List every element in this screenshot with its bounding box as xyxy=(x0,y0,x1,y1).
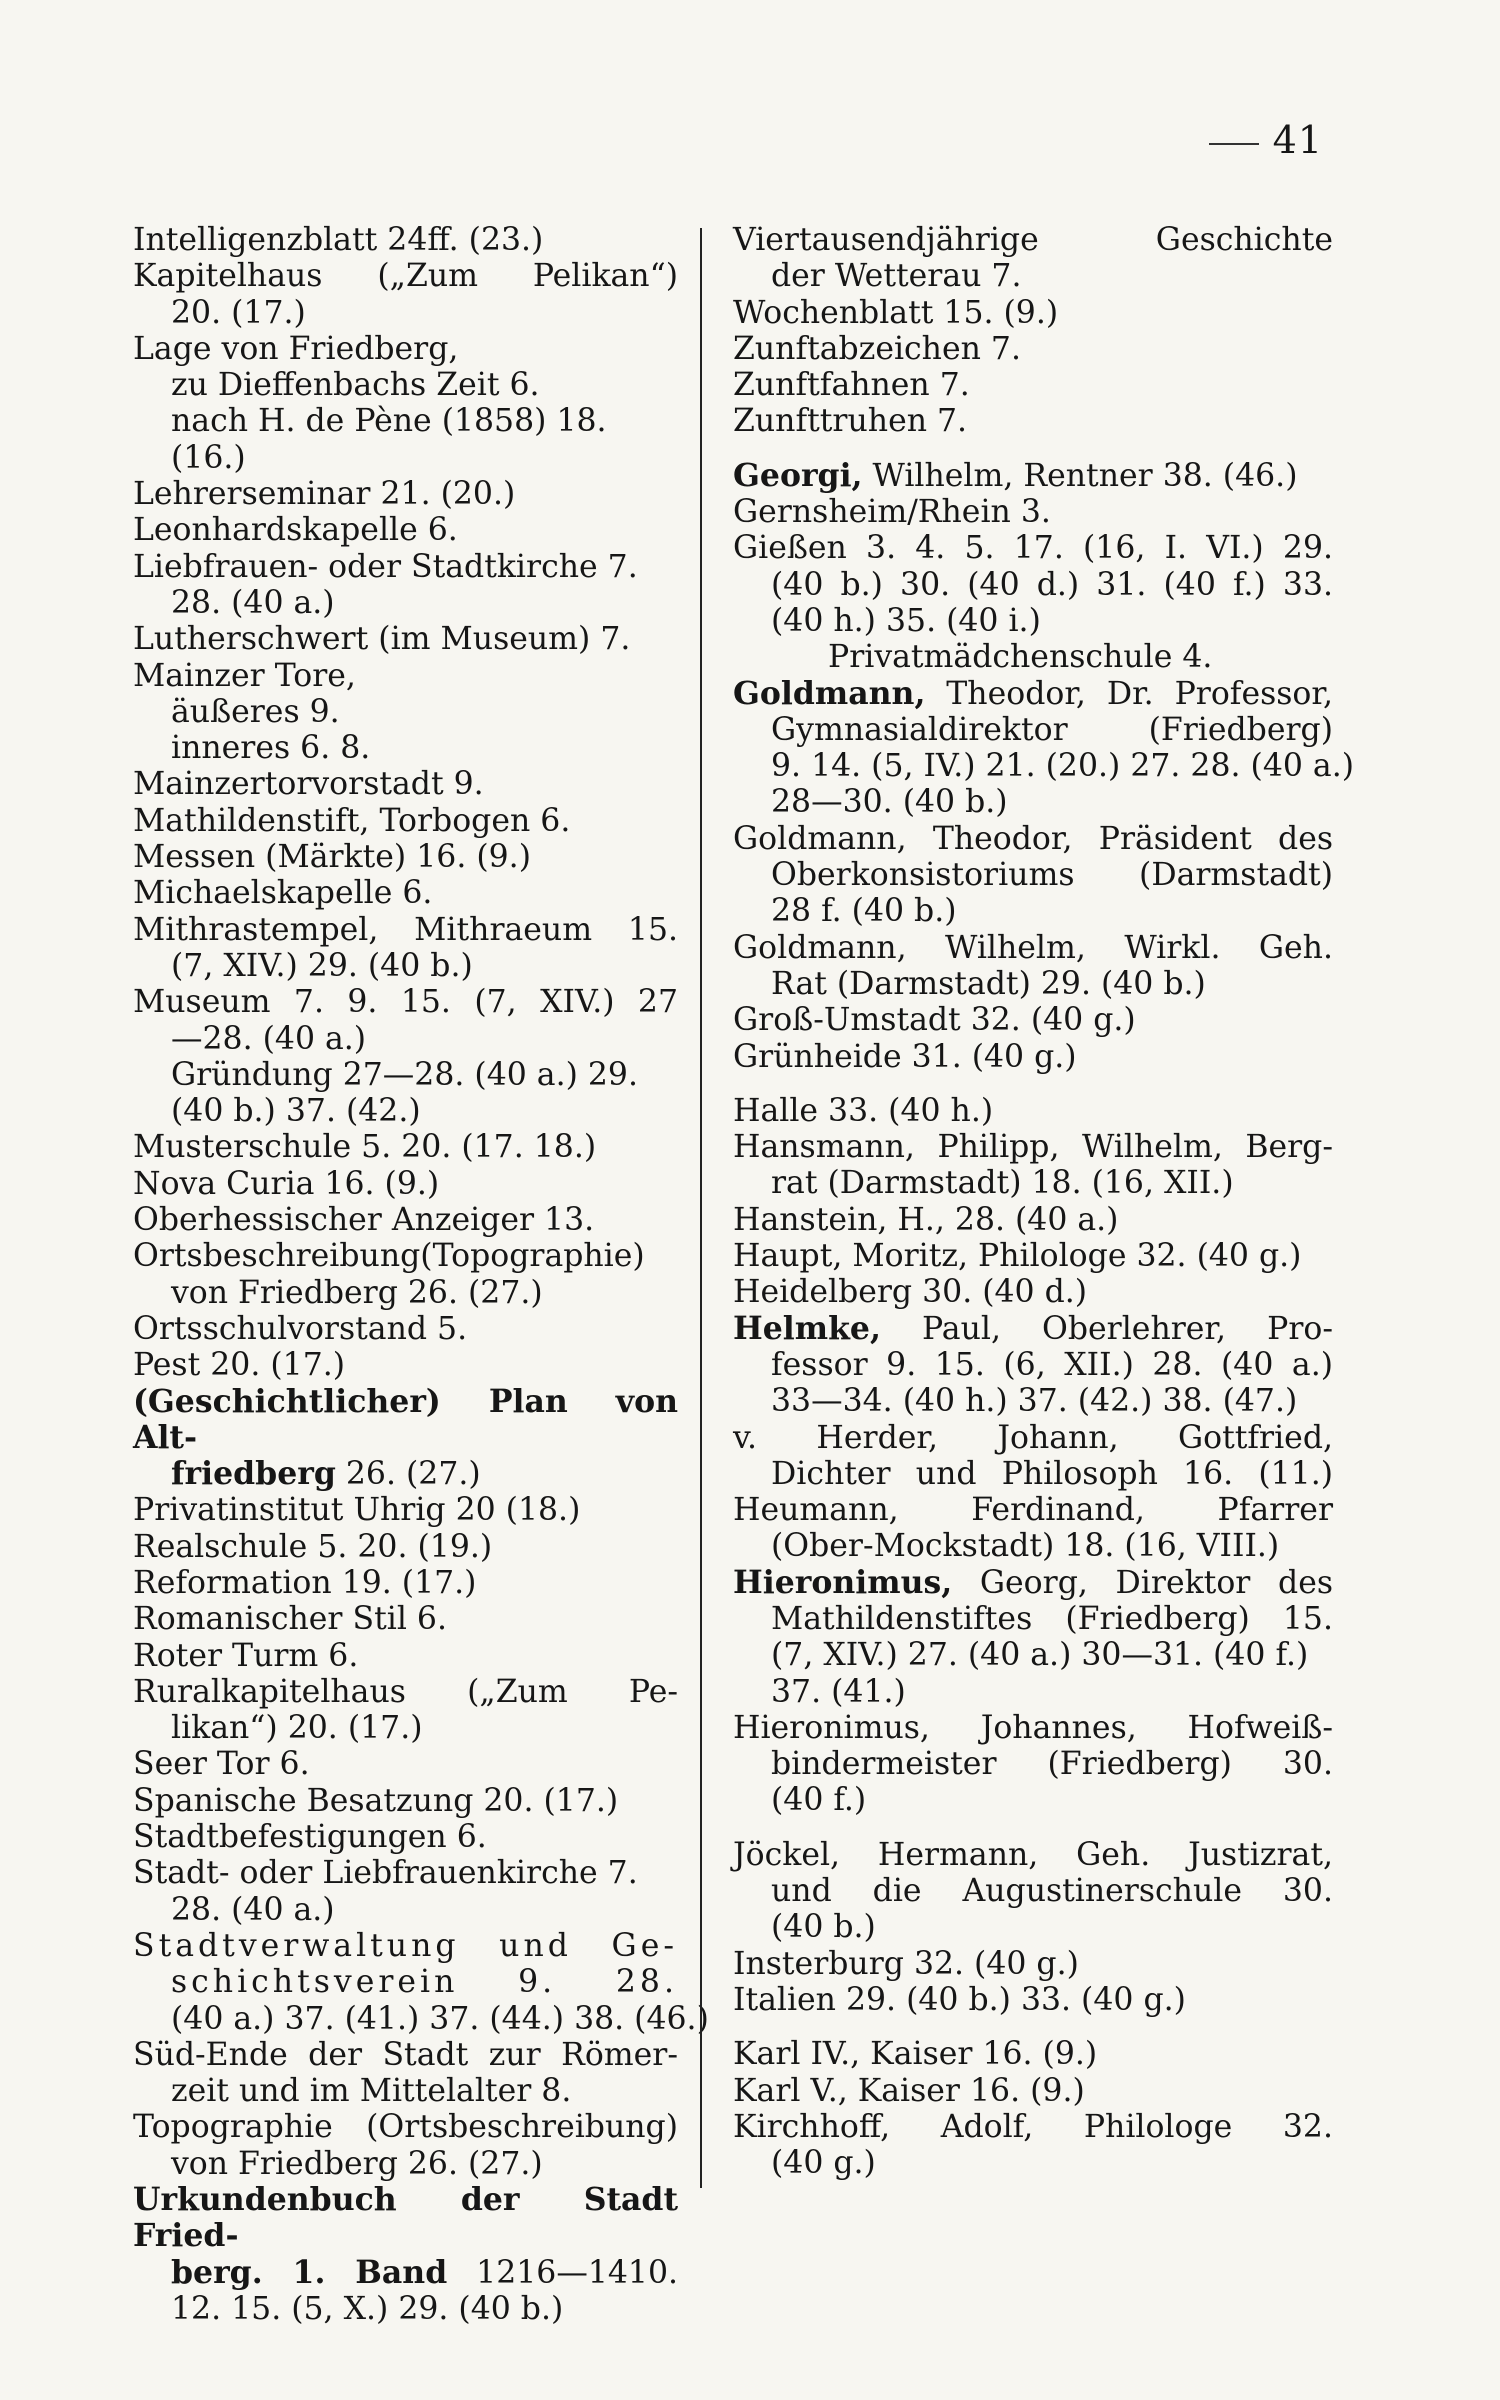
index-entry-line: Gymnasialdirektor (Friedberg) xyxy=(771,711,1333,748)
index-entry-line: Hieronimus, Johannes, Hofweiß- xyxy=(733,1709,1333,1746)
header-dash xyxy=(1209,143,1259,145)
index-entry-line: Mainzer Tore, xyxy=(133,657,356,694)
index-entry-line: (7, XIV.) 27. (40 a.) 30—31. (40 f.) xyxy=(771,1637,1309,1674)
index-entry xyxy=(133,1384,678,1493)
index-entry xyxy=(133,1927,709,2037)
index-entry xyxy=(733,1837,1333,1946)
index-entry-line xyxy=(133,1456,678,1492)
index-entry xyxy=(733,222,1333,440)
page-number-text: 41 xyxy=(1272,118,1323,162)
bold-term: Hieronimus, xyxy=(733,1563,953,1601)
index-entry-line: Halle 33. (40 h.) xyxy=(733,1092,994,1129)
index-entry xyxy=(733,458,1333,494)
index-entry-line: Italien 29. (40 b.) 33. (40 g.) xyxy=(733,1981,1186,2018)
index-entry-line: —28. (40 a.) xyxy=(171,1020,367,1057)
index-entry-line: (40 f.) xyxy=(771,1782,867,1819)
index-entry xyxy=(133,839,678,875)
index-entry xyxy=(133,549,678,622)
index-entry-line: Groß-Umstadt 32. (40 g.) xyxy=(733,1002,1136,1039)
index-entry xyxy=(733,1982,1333,2018)
index-entry-line: Mathildenstiftes (Friedberg) 15. xyxy=(771,1600,1333,1637)
index-entry-line: zu Dieffenbachs Zeit 6. xyxy=(171,367,540,404)
index-entry xyxy=(133,1166,678,1202)
index-entry xyxy=(733,2073,1333,2109)
index-entry-line: Viertausendjährige Geschichte xyxy=(733,222,1333,258)
index-entry xyxy=(733,1039,1333,1075)
index-entry xyxy=(733,2109,1333,2182)
index-entry-line: Hanstein, H., 28. (40 a.) xyxy=(733,1201,1119,1238)
index-entry xyxy=(733,1093,1333,1129)
entry-text: Theodor, Dr. Professor, xyxy=(925,675,1333,712)
index-entry-line: Liebfrauen- oder Stadtkirche 7. xyxy=(133,548,638,585)
bold-term: Georgi, xyxy=(733,456,863,494)
index-entry xyxy=(133,258,678,331)
index-entry-line: Goldmann, Wilhelm, Wirkl. Geh. xyxy=(733,929,1333,966)
index-entry xyxy=(733,930,1333,1003)
index-entry xyxy=(133,1529,678,1565)
index-entry xyxy=(733,1202,1333,1238)
index-entry-line: Urkundenbuch der Stadt Fried- xyxy=(133,2181,678,2255)
index-entry xyxy=(133,512,678,548)
index-entry xyxy=(133,1492,678,1528)
index-entry-line: (40 b.) 30. (40 d.) 31. (40 f.) 33. xyxy=(771,566,1333,603)
index-entry xyxy=(133,1202,678,1238)
index-entry xyxy=(133,1311,678,1347)
index-entry-line: Musterschule 5. 20. (17. 18.) xyxy=(133,1129,597,1166)
index-entry-line: Süd-Ende der Stadt zur Römer- xyxy=(133,2036,678,2073)
index-entry xyxy=(133,2182,678,2327)
entry-text: 1216—1410. xyxy=(447,2254,679,2291)
index-entry-line: äußeres 9. xyxy=(171,693,340,730)
index-entry-line xyxy=(733,1565,1333,1601)
index-entry-line: und die Augustinerschule 30. xyxy=(771,1873,1333,1910)
index-entry-line: Insterburg 32. (40 g.) xyxy=(733,1945,1079,1982)
index-entry xyxy=(733,821,1333,930)
index-entry xyxy=(733,1710,1333,1819)
index-entry-line: 28—30. (40 b.) xyxy=(771,784,1008,821)
index-entry-line: Messen (Märkte) 16. (9.) xyxy=(133,839,531,876)
index-entry-line: 37. (41.) xyxy=(771,1673,906,1710)
index-entry-line: Oberhessischer Anzeiger 13. xyxy=(133,1202,595,1239)
index-entry-line: v. Herder, Johann, Gottfried, xyxy=(733,1419,1333,1456)
index-entry xyxy=(133,1783,678,1819)
index-entry-line xyxy=(733,458,1333,494)
index-entry xyxy=(133,476,678,512)
index-entry-line: Stadtverwaltung und Ge- xyxy=(133,1927,678,1964)
index-entry-line: Lehrerseminar 21. (20.) xyxy=(133,476,516,513)
index-entry xyxy=(133,1238,678,1311)
index-entry-line: von Friedberg 26. (27.) xyxy=(171,1274,543,1311)
index-entry-line: Zunftabzeichen 7. xyxy=(733,330,1021,367)
index-entry xyxy=(733,494,1333,530)
index-entry-line: likan“) 20. (17.) xyxy=(171,1710,423,1747)
index-entry-line: Michaelskapelle 6. xyxy=(133,875,433,912)
entry-text: Paul, Oberlehrer, Pro- xyxy=(880,1310,1333,1347)
index-entry xyxy=(733,1420,1333,1493)
index-entry xyxy=(733,1565,1333,1710)
index-entry-line: Kapitelhaus („Zum Pelikan“) xyxy=(133,258,678,295)
index-entry-line: (Geschichtlicher) Plan von Alt- xyxy=(133,1382,678,1456)
index-column-left xyxy=(133,222,709,2327)
column-divider xyxy=(700,228,702,2188)
bold-term: friedberg xyxy=(171,1455,336,1493)
index-entry xyxy=(733,1946,1333,1982)
index-entry-line: Rat (Darmstadt) 29. (40 b.) xyxy=(771,965,1206,1002)
index-entry-line: Topographie (Ortsbeschreibung) xyxy=(133,2109,678,2146)
index-entry-line: 20. (17.) xyxy=(171,294,306,331)
index-entry-line: Dichter und Philosoph 16. (11.) xyxy=(771,1455,1333,1492)
index-entry-line: 28 f. (40 b.) xyxy=(771,893,957,930)
index-entry-line: schichtsverein 9. 28. xyxy=(171,1964,678,2001)
index-entry-line xyxy=(733,676,1333,712)
index-entry-line: Ortsschulvorstand 5. xyxy=(133,1310,468,1347)
index-entry xyxy=(133,222,678,258)
index-entry-line: Ortsbeschreibung(Topographie) xyxy=(133,1238,645,1275)
index-entry xyxy=(133,1855,678,1928)
index-entry-line: Zunftfahnen 7. xyxy=(733,367,970,404)
index-entry xyxy=(133,1129,678,1165)
index-entry-line: Hansmann, Philipp, Wilhelm, Berg- xyxy=(733,1129,1333,1166)
index-entry-line: 9. 14. (5, IV.) 21. (20.) 27. 28. (40 a.) xyxy=(771,748,1355,785)
index-entry xyxy=(133,2109,678,2182)
index-entry xyxy=(733,1129,1333,1202)
index-entry-line: Realschule 5. 20. (19.) xyxy=(133,1528,493,1565)
index-entry-line: (40 a.) 37. (41.) 37. (44.) 38. (46.) xyxy=(171,2000,709,2037)
index-entry-line: zeit und im Mittelalter 8. xyxy=(171,2073,572,2110)
index-entry xyxy=(133,1819,678,1855)
index-entry xyxy=(133,658,678,767)
index-entry-line: (7, XIV.) 29. (40 b.) xyxy=(171,947,473,984)
index-entry-line: Romanischer Stil 6. xyxy=(133,1601,447,1638)
index-entry-line: 28. (40 a.) xyxy=(171,1891,335,1928)
index-entry xyxy=(133,875,678,911)
index-entry-line: Kirchhoff, Adolf, Philologe 32. xyxy=(733,2108,1333,2145)
index-entry xyxy=(733,1492,1333,1565)
index-entry xyxy=(733,530,1333,675)
index-entry-line: Museum 7. 9. 15. (7, XIV.) 27 xyxy=(133,984,678,1021)
index-entry xyxy=(133,1746,678,1782)
index-entry-line: (Ober-Mockstadt) 18. (16, VIII.) xyxy=(771,1528,1280,1565)
index-entry-line: Stadtbefestigungen 6. xyxy=(133,1819,487,1856)
entry-text: 26. (27.) xyxy=(335,1456,481,1493)
index-entry-line: Mithrastempel, Mithraeum 15. xyxy=(133,911,678,948)
index-entry-line: Gernsheim/Rhein 3. xyxy=(733,494,1051,531)
index-entry-line: Zunfttruhen 7. xyxy=(733,403,968,440)
index-entry xyxy=(133,1674,678,1747)
index-entry-line: (16.) xyxy=(171,439,246,476)
bold-term: Helmke, xyxy=(733,1309,881,1347)
index-entry-line: Goldmann, Theodor, Präsident des xyxy=(733,820,1333,857)
bold-term: Goldmann, xyxy=(733,674,926,712)
index-entry-line: Mainzertorvorstadt 9. xyxy=(133,766,484,803)
index-entry-line xyxy=(733,1311,1333,1347)
index-entry-line: Roter Turm 6. xyxy=(133,1637,359,1674)
index-entry-line: Privatmädchenschule 4. xyxy=(828,639,1213,676)
index-entry-line: Pest 20. (17.) xyxy=(133,1347,346,1384)
index-entry-line: 33—34. (40 h.) 37. (42.) 38. (47.) xyxy=(771,1383,1298,1420)
index-entry-line: (40 g.) xyxy=(771,2145,876,2182)
index-entry xyxy=(733,1311,1333,1420)
index-entry-line: Intelligenzblatt 24ff. (23.) xyxy=(133,222,544,258)
index-entry-line: Heidelberg 30. (40 d.) xyxy=(733,1274,1088,1311)
index-entry xyxy=(133,1347,678,1383)
index-entry-line: Privatinstitut Uhrig 20 (18.) xyxy=(133,1492,581,1529)
index-entry-line: bindermeister (Friedberg) 30. xyxy=(771,1746,1333,1783)
index-entry-line: rat (Darmstadt) 18. (16, XII.) xyxy=(771,1165,1234,1202)
index-entry-line: Jöckel, Hermann, Geh. Justizrat, xyxy=(733,1836,1333,1873)
index-entry-line: 12. 15. (5, X.) 29. (40 b.) xyxy=(171,2290,564,2327)
index-column-right xyxy=(733,222,1355,2182)
index-entry xyxy=(133,803,678,839)
index-entry-line: Gründung 27—28. (40 a.) 29. xyxy=(171,1056,638,1093)
index-entry-line: Seer Tor 6. xyxy=(133,1746,310,1783)
index-entry xyxy=(133,912,678,985)
index-entry xyxy=(133,1638,678,1674)
index-entry-line: 28. (40 a.) xyxy=(171,584,335,621)
index-entry-line: Haupt, Moritz, Philologe 32. (40 g.) xyxy=(733,1238,1302,1275)
index-entry-line: Reformation 19. (17.) xyxy=(133,1564,477,1601)
index-entry-line: Lutherschwert (im Museum) 7. xyxy=(133,621,631,658)
index-entry-line: Grünheide 31. (40 g.) xyxy=(733,1038,1077,1075)
index-entry-line: nach H. de Pène (1858) 18. xyxy=(171,403,607,440)
index-entry xyxy=(733,1238,1333,1274)
index-entry-line: Leonhardskapelle 6. xyxy=(133,512,458,549)
index-entry-line: Wochenblatt 15. (9.) xyxy=(733,294,1059,331)
index-entry xyxy=(733,674,1355,821)
index-entry-line: Gießen 3. 4. 5. 17. (16, I. VI.) 29. xyxy=(733,530,1333,567)
index-entry-line: von Friedberg 26. (27.) xyxy=(171,2145,543,2182)
index-entry-line: Lage von Friedberg, xyxy=(133,330,459,367)
index-entry-line: Nova Curia 16. (9.) xyxy=(133,1165,440,1202)
index-entry-line: Spanische Besatzung 20. (17.) xyxy=(133,1782,619,1819)
index-entry xyxy=(133,331,678,476)
index-entry xyxy=(133,621,678,657)
entry-text: Wilhelm, Rentner 38. (46.) xyxy=(862,457,1298,494)
index-entry-line: (40 b.) xyxy=(771,1909,876,1946)
index-entry-line: Stadt- oder Liebfrauenkirche 7. xyxy=(133,1855,638,1892)
index-entry xyxy=(733,1002,1333,1038)
index-entry-line: (40 h.) 35. (40 i.) xyxy=(771,602,1041,639)
index-entry-line xyxy=(133,2255,678,2291)
index-entry xyxy=(733,1274,1333,1310)
index-entry xyxy=(733,2036,1333,2072)
index-entry-line: Heumann, Ferdinand, Pfarrer xyxy=(733,1492,1333,1529)
index-entry-line: Mathildenstift, Torbogen 6. xyxy=(133,802,571,839)
index-entry xyxy=(133,984,678,1129)
index-entry xyxy=(133,1601,678,1637)
index-entry-line: Oberkonsistoriums (Darmstadt) xyxy=(771,857,1333,894)
index-entry-line: Ruralkapitelhaus („Zum Pe- xyxy=(133,1673,678,1710)
index-entry-line: Karl V., Kaiser 16. (9.) xyxy=(733,2072,1085,2109)
index-entry xyxy=(133,1565,678,1601)
index-entry-line: der Wetterau 7. xyxy=(771,258,1022,295)
index-entry-line: (40 b.) 37. (42.) xyxy=(171,1093,421,1130)
index-entry-line: Karl IV., Kaiser 16. (9.) xyxy=(733,2036,1098,2073)
entry-text: Georg, Direktor des xyxy=(952,1564,1333,1601)
index-entry-line: inneres 6. 8. xyxy=(171,730,371,767)
index-entry xyxy=(133,766,678,802)
index-entry xyxy=(133,2037,678,2110)
index-entry-line: fessor 9. 15. (6, XII.) 28. (40 a.) xyxy=(771,1346,1333,1383)
page-number xyxy=(1209,118,1323,162)
bold-term: berg. 1. Band xyxy=(171,2253,448,2291)
